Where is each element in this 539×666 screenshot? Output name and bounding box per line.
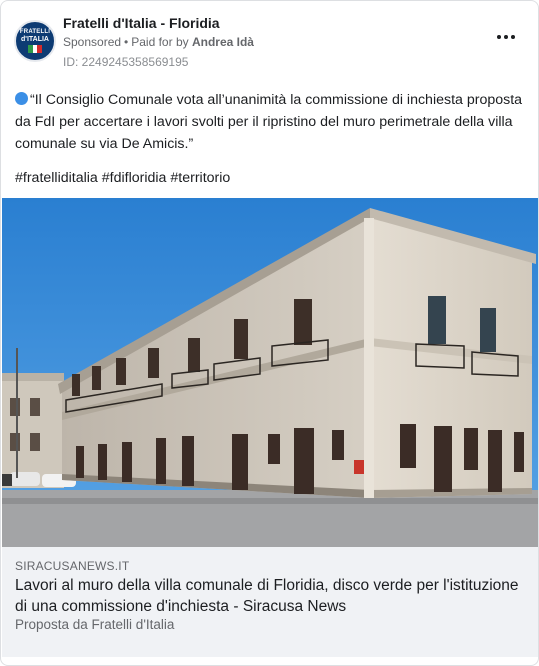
blue-circle-emoji-icon [15, 92, 28, 105]
more-options-button[interactable] [494, 27, 518, 47]
hashtag-link[interactable]: #fdifloridia [101, 170, 167, 186]
more-horizontal-icon-dot [504, 35, 508, 39]
building-photo [2, 198, 539, 547]
avatar-text-bottom: d'ITALIA [21, 36, 49, 43]
hashtag-link[interactable]: #territorio [170, 170, 231, 186]
page-name-link[interactable]: Fratelli d'Italia - Floridia [63, 15, 220, 31]
hashtags [15, 170, 230, 186]
flame-logo-icon [28, 45, 42, 53]
ad-id: ID: 2249245358569195 [63, 55, 189, 69]
meta-separator: • [124, 35, 129, 49]
page-avatar[interactable] [14, 20, 56, 62]
more-horizontal-icon [497, 35, 501, 39]
avatar-text-top: FRATELLI [19, 29, 51, 35]
post-text [15, 89, 531, 155]
link-subtitle: Proposta da Fratelli d'Italia [15, 617, 175, 632]
hashtag-link[interactable]: #fratelliditalia [15, 170, 98, 186]
sponsored-line [63, 35, 254, 49]
more-horizontal-icon-dot [511, 35, 515, 39]
post-text-body: “Il Consiglio Comunale vota all’unanimità la commissione di inchiesta proposta da FdI per accertare i lavori svolti per il ripristino del muro perimetrale della villa comunale su via De Amicis.” [15, 92, 523, 152]
sponsored-label: Sponsored [63, 35, 122, 49]
payer-name: Andrea Idà [191, 35, 254, 49]
post-header [1, 1, 538, 79]
link-domain: SIRACUSANEWS.IT [15, 559, 130, 573]
paid-for-label: Paid for by [131, 35, 189, 49]
link-title[interactable]: Lavori al muro della villa comunale di Floridia, disco verde per l'istituzione di una commissione d'inchiesta - Siracusa News [15, 577, 519, 615]
post-image[interactable] [2, 198, 539, 547]
link-preview[interactable] [2, 547, 539, 657]
